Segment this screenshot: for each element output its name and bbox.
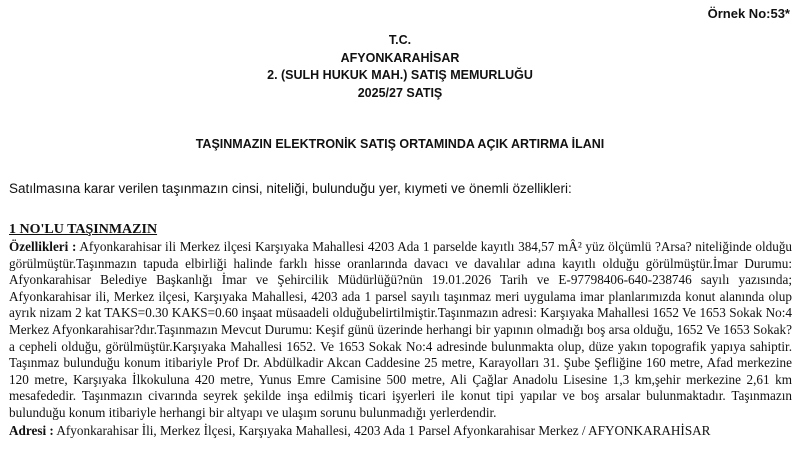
property-address xyxy=(9,423,792,440)
intro-text: Satılmasına karar verilen taşınmazın cinsi, niteliği, bulunduğu yer, kıymeti ve önemli özellikleri: xyxy=(9,181,572,196)
header-line-office: 2. (SULH HUKUK MAH.) SATIŞ MEMURLUĞU xyxy=(267,68,533,82)
example-number: Örnek No:53* xyxy=(707,6,790,21)
features-text: Afyonkarahisar ili Merkez ilçesi Karşıyaka Mahallesi 4203 Ada 1 parselde kayıtlı 384,57 mÂ² yüz ölçümlü ?Arsa? niteliğinde olduğu görülmüştür.Taşınmazın tapuda elbirliği halinde farklı hisse oranlarında davacı ve davalılar adına kayıtlı olduğu görülmüştür.İmar Durumu: Afyonkarahisar Belediye Başkanlığı İmar ve Şehircilik Müdürlüğü?nün 19.01.2026 Tarih ve E-97798406-640-238746 sayılı yazısında; Afyonkarahisar ili, Merkez ilçesi, Karşıyaka Mahallesi, 4203 ada 1 parsel sayılı taşınmaz meri uygulama imar planlarımızda konut alanında olup ayrık nizam 2 kat TAKS=0.30 KAKS=0.60 inşaat müsaadeli olduğubelirtilmiştir.Taşınmazın adresi: Karşıyaka Mahallesi 1652 Ve 1653 Sokak No:4 Merkez Afyonkarahisar?dır.Taşınmazın Mevcut Durumu: Keşif günü üzerinde herhangi bir yapının olmadığı boş arsa olduğu, 1652 Ve 1653 Sokak?a cepheli olduğu, görülmüştür.Karşıyaka Mahallesi 1652. Ve 1653 Sokak No:4 adresinde bulunmakta olup, düze yakın topografik yapıya sahiptir. Taşınmaz bulunduğu konum itibariyle Prof Dr. Abdülkadir Akcan Caddesine 25 metre, Karayolları 31. Şube Şefliğine 160 metre, Afad merkezine 120 metre, Karşıyaka İlkokuluna 420 metre, Yunus Emre Camisine 500 metre, Ali Çağlar Anadolu Lisesine 1,3 km,şehir merkezine 2,61 km mesafededir. Taşınmazın civarında seyrek şekilde inşa edilmiş ticari işyerleri ile konut tipi yapılar ve boş arsalar bulunmaktadır. Taşınmazın bulunduğu konum itibariyle herhangi bir altyapı ve ulaşım sorunu bulunmadığı yerlerdendir. xyxy=(9,239,793,420)
header-line-city: AFYONKARAHİSAR xyxy=(340,50,460,65)
header-line-tc: T.C. xyxy=(388,33,412,47)
address-label: Adresi : xyxy=(9,422,54,438)
property-features xyxy=(9,239,792,422)
address-text: Afyonkarahisar İli, Merkez İlçesi, Karşıyaka Mahallesi, 4203 Ada 1 Parsel Afyonkarahisar Merkez / AFYONKARAHİSAR xyxy=(56,422,711,438)
property-section-title: 1 NO'LU TAŞINMAZIN xyxy=(9,222,158,237)
property-section xyxy=(9,221,792,439)
features-label: Özellikleri : xyxy=(9,239,77,254)
document-header xyxy=(0,32,800,102)
announcement-title: TAŞINMAZIN ELEKTRONİK SATIŞ ORTAMINDA AÇIK ARTIRMA İLANI xyxy=(195,137,605,151)
header-line-file-no: 2025/27 SATIŞ xyxy=(357,85,443,100)
